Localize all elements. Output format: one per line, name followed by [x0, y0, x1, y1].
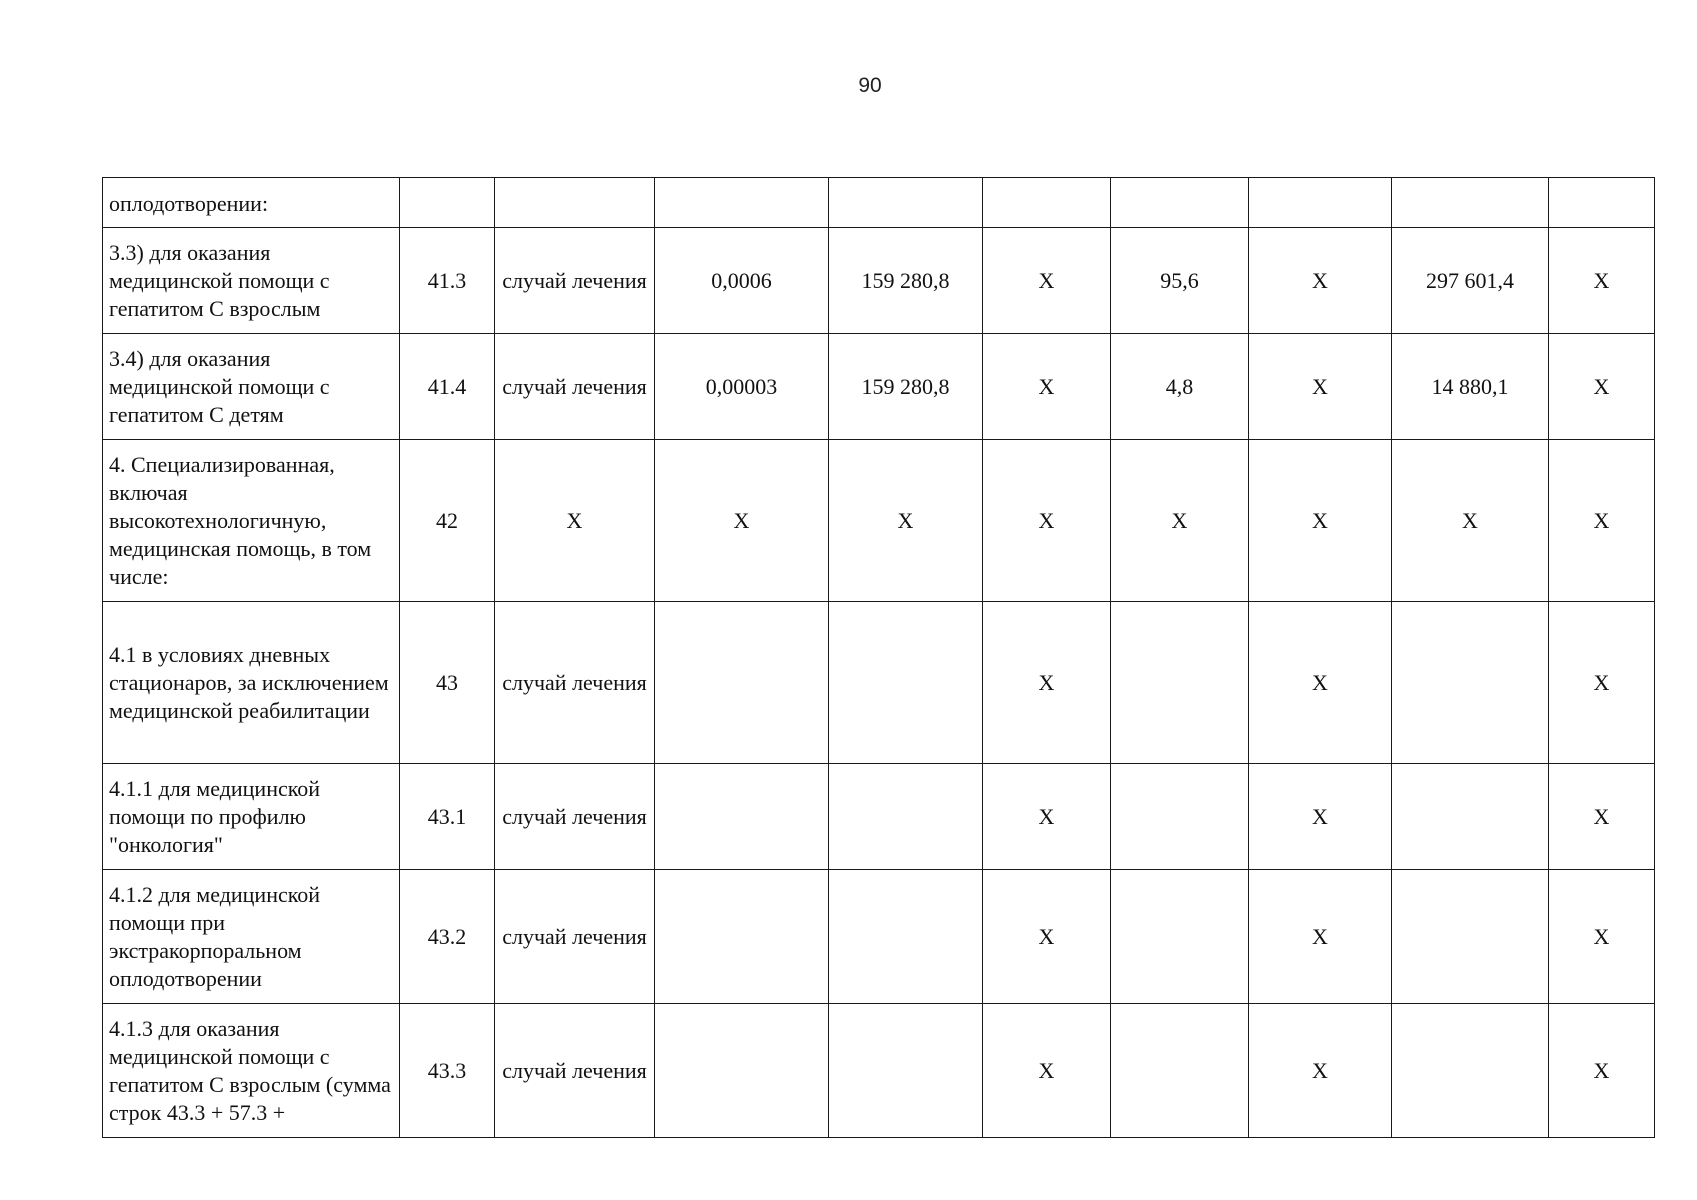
- table-row: [103, 870, 1655, 1004]
- row-value-cell: [1549, 178, 1655, 228]
- row-unit-cell: случай лечения: [495, 228, 655, 334]
- table-row: [103, 1004, 1655, 1138]
- row-value-cell: X: [1249, 602, 1392, 764]
- row-value-cell: X: [1549, 764, 1655, 870]
- row-value-cell: 4,8: [1111, 334, 1249, 440]
- row-value-cell: X: [1549, 870, 1655, 1004]
- row-value-cell: [1249, 178, 1392, 228]
- row-name-cell: 3.4) для оказания медицинской помощи с гепатитом С детям: [103, 334, 400, 440]
- table-row: [103, 178, 1655, 228]
- row-value-cell: [1111, 1004, 1249, 1138]
- row-code-cell: 42: [400, 440, 495, 602]
- row-value-cell: X: [983, 764, 1111, 870]
- row-value-cell: X: [1249, 334, 1392, 440]
- table-row: [103, 228, 1655, 334]
- row-value-cell: X: [1549, 602, 1655, 764]
- row-value-cell: X: [1549, 1004, 1655, 1138]
- row-value-cell: 0,00003: [655, 334, 829, 440]
- row-value-cell: [829, 1004, 983, 1138]
- row-value-cell: X: [1392, 440, 1549, 602]
- row-value-cell: [1111, 602, 1249, 764]
- row-code-cell: 43.1: [400, 764, 495, 870]
- row-value-cell: X: [1249, 870, 1392, 1004]
- row-value-cell: X: [1549, 440, 1655, 602]
- row-value-cell: X: [1549, 228, 1655, 334]
- row-value-cell: X: [983, 1004, 1111, 1138]
- table-row: [103, 764, 1655, 870]
- row-value-cell: X: [983, 228, 1111, 334]
- row-unit-cell: случай лечения: [495, 602, 655, 764]
- row-value-cell: 0,0006: [655, 228, 829, 334]
- row-value-cell: [655, 870, 829, 1004]
- table-row: [103, 602, 1655, 764]
- row-value-cell: X: [655, 440, 829, 602]
- row-value-cell: X: [983, 440, 1111, 602]
- row-value-cell: 159 280,8: [829, 228, 983, 334]
- row-value-cell: X: [829, 440, 983, 602]
- row-value-cell: X: [983, 334, 1111, 440]
- row-code-cell: 43.3: [400, 1004, 495, 1138]
- row-value-cell: X: [1111, 440, 1249, 602]
- row-value-cell: [1392, 178, 1549, 228]
- row-name-cell: 4. Специализированная, включая высокотехнологичную, медицинская помощь, в том числе:: [103, 440, 400, 602]
- row-value-cell: [983, 178, 1111, 228]
- row-value-cell: [1111, 870, 1249, 1004]
- row-code-cell: [400, 178, 495, 228]
- row-name-cell: 4.1.3 для оказания медицинской помощи с гепатитом С взрослым (сумма строк 43.3 + 57.3 +: [103, 1004, 400, 1138]
- row-value-cell: X: [983, 870, 1111, 1004]
- row-unit-cell: [495, 178, 655, 228]
- table-row: [103, 440, 1655, 602]
- row-unit-cell: случай лечения: [495, 1004, 655, 1138]
- row-value-cell: [829, 178, 983, 228]
- row-value-cell: [655, 1004, 829, 1138]
- row-value-cell: [655, 178, 829, 228]
- row-name-cell: 4.1 в условиях дневных стационаров, за исключением медицинской реабилитации: [103, 602, 400, 764]
- row-name-cell: 4.1.1 для медицинской помощи по профилю "онкология": [103, 764, 400, 870]
- row-code-cell: 43: [400, 602, 495, 764]
- row-name-cell: 4.1.2 для медицинской помощи при экстракорпоральном оплодотворении: [103, 870, 400, 1004]
- row-value-cell: [1392, 764, 1549, 870]
- row-code-cell: 41.3: [400, 228, 495, 334]
- row-value-cell: X: [1249, 1004, 1392, 1138]
- row-value-cell: [1392, 602, 1549, 764]
- row-value-cell: [1111, 764, 1249, 870]
- row-value-cell: X: [1249, 440, 1392, 602]
- row-code-cell: 41.4: [400, 334, 495, 440]
- table-row: [103, 334, 1655, 440]
- row-value-cell: X: [1249, 228, 1392, 334]
- row-unit-cell: случай лечения: [495, 334, 655, 440]
- row-name-cell: оплодотворении:: [103, 178, 400, 228]
- row-value-cell: 14 880,1: [1392, 334, 1549, 440]
- data-table: [102, 177, 1655, 1138]
- row-unit-cell: случай лечения: [495, 870, 655, 1004]
- row-value-cell: [1392, 1004, 1549, 1138]
- row-value-cell: [829, 870, 983, 1004]
- row-value-cell: [829, 602, 983, 764]
- row-value-cell: [655, 602, 829, 764]
- row-value-cell: 159 280,8: [829, 334, 983, 440]
- row-value-cell: [1392, 870, 1549, 1004]
- row-unit-cell: X: [495, 440, 655, 602]
- row-value-cell: X: [1249, 764, 1392, 870]
- row-value-cell: X: [983, 602, 1111, 764]
- row-value-cell: [655, 764, 829, 870]
- row-value-cell: 297 601,4: [1392, 228, 1549, 334]
- row-name-cell: 3.3) для оказания медицинской помощи с гепатитом С взрослым: [103, 228, 400, 334]
- row-unit-cell: случай лечения: [495, 764, 655, 870]
- page-number: 90: [858, 74, 882, 97]
- row-value-cell: 95,6: [1111, 228, 1249, 334]
- row-value-cell: X: [1549, 334, 1655, 440]
- row-value-cell: [829, 764, 983, 870]
- row-code-cell: 43.2: [400, 870, 495, 1004]
- row-value-cell: [1111, 178, 1249, 228]
